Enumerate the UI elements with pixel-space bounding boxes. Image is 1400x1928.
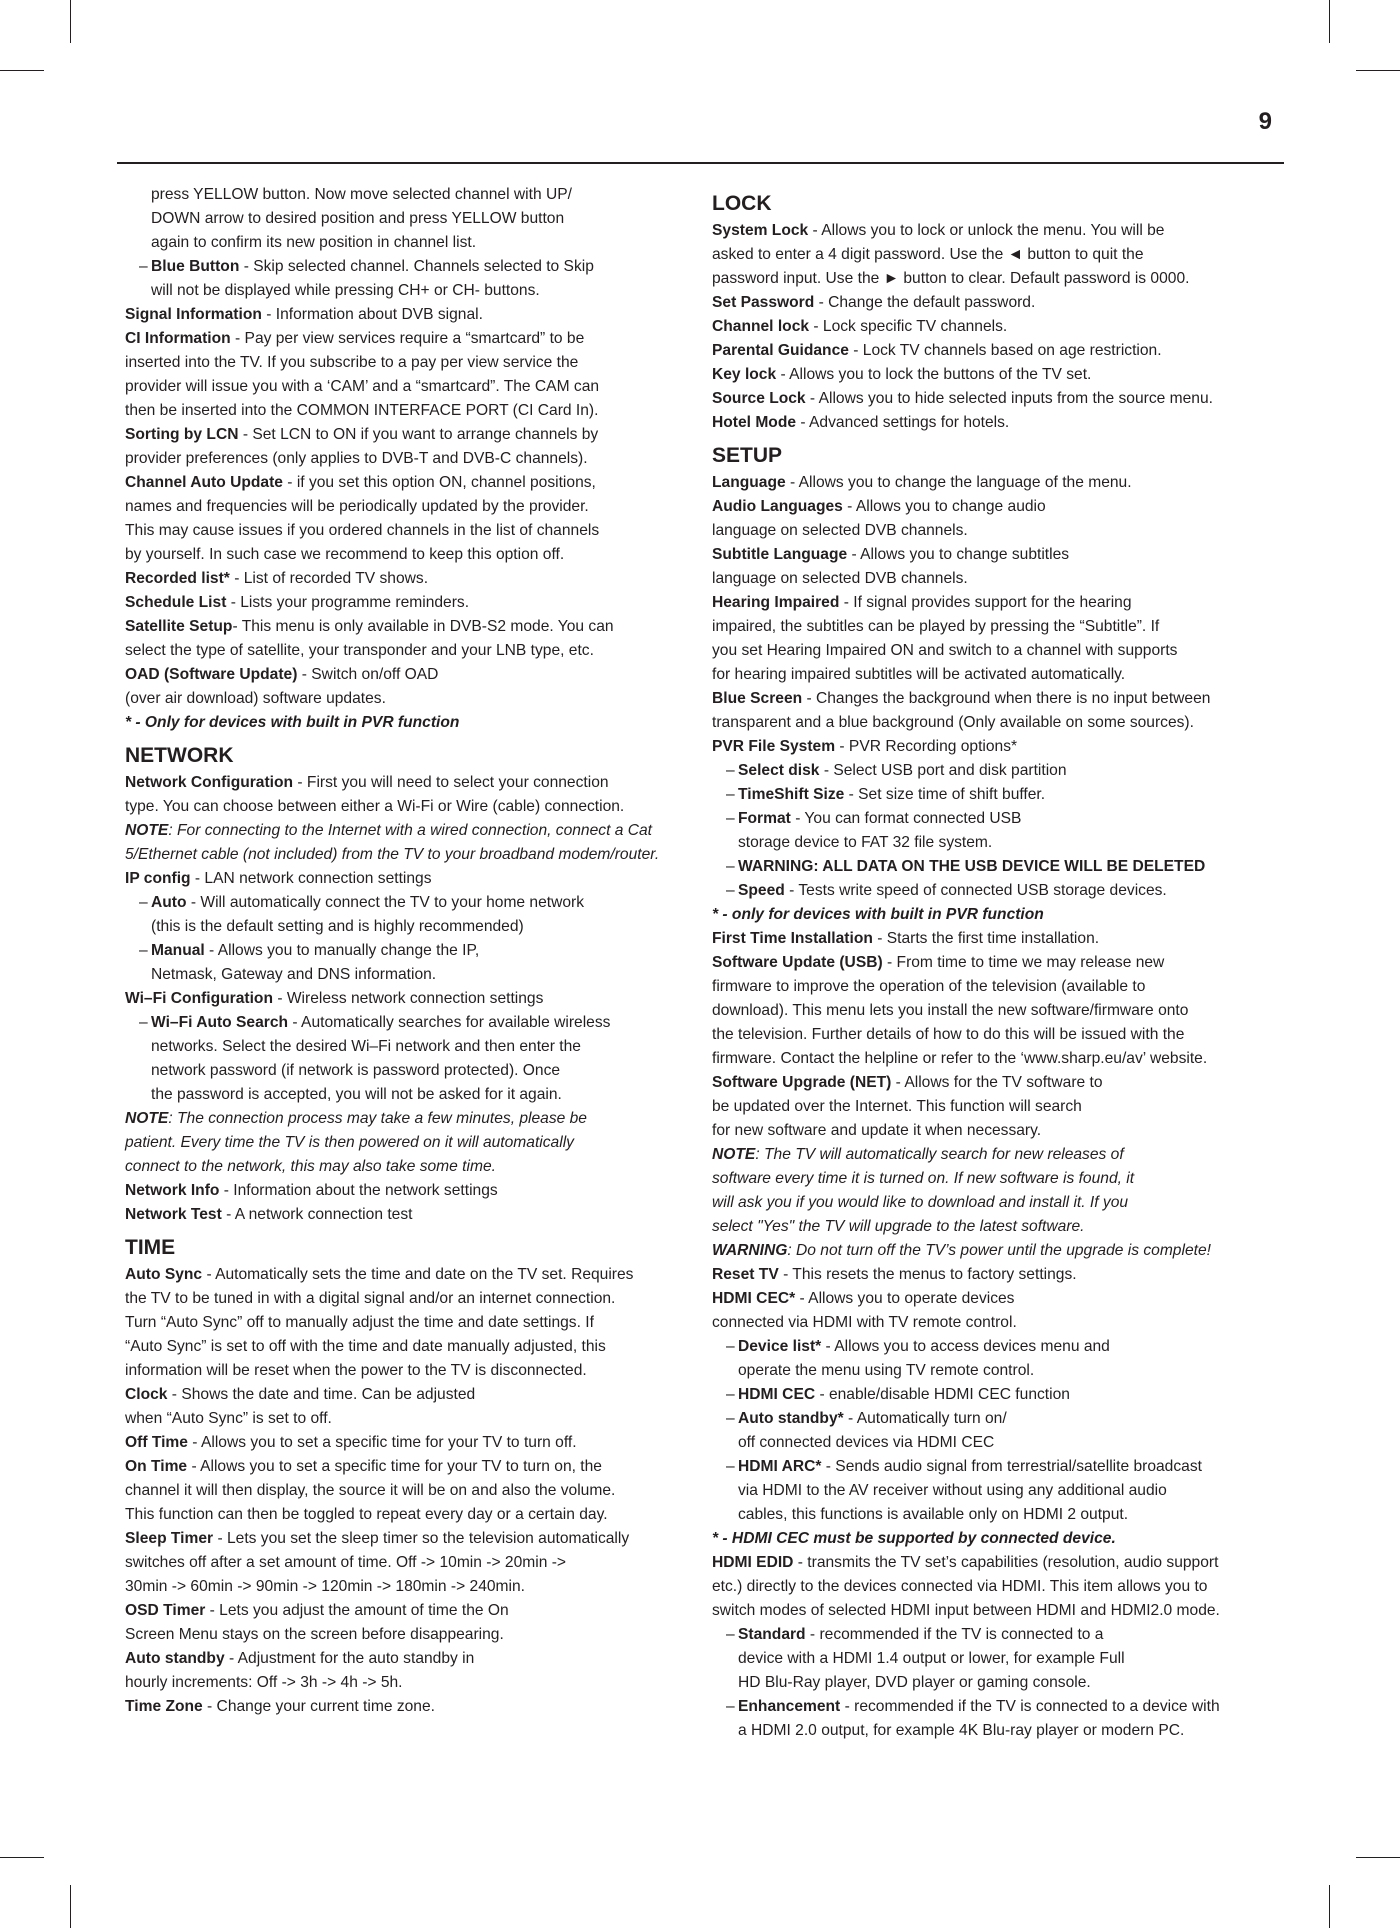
dash-bullet: – — [726, 882, 735, 899]
sub-entry — [712, 759, 1282, 783]
entry-term: Subtitle Language — [712, 546, 848, 563]
sub-entry-term: Speed — [738, 882, 785, 899]
sub-entry-term: Wi–Fi Auto Search — [151, 1014, 289, 1031]
entry-description: - Allows you to lock or unlock the menu. You will be — [808, 222, 1165, 239]
entry-term: Auto standby — [125, 1650, 225, 1667]
body-line: transparent and a blue background (Only available on some sources). — [712, 714, 1194, 731]
entry-description: - If signal provides support for the hearing — [839, 594, 1132, 611]
body-line: hourly increments: Off -> 3h -> 4h -> 5h. — [125, 1674, 403, 1691]
note-line: will ask you if you would like to download and install it. If you — [712, 1194, 1129, 1211]
body-line: language on selected DVB channels. — [712, 570, 968, 587]
sub-entry-description: - Select USB port and disk partition — [819, 762, 1067, 779]
crop-mark — [1356, 1857, 1400, 1858]
entry-description: - transmits the TV set’s capabilities (resolution, audio support — [793, 1554, 1219, 1571]
continuation-line: HD Blu-Ray player, DVD player or gaming console. — [738, 1674, 1091, 1691]
crop-mark — [0, 70, 44, 71]
footnote: * - only for devices with built in PVR function — [712, 906, 1044, 923]
menu-entry — [125, 1455, 695, 1479]
entry-term: Software Update (USB) — [712, 954, 883, 971]
sub-entry-description: - Skip selected channel. Channels selected to Skip — [239, 258, 594, 275]
menu-entry — [712, 687, 1282, 711]
sub-entry-description: - You can format connected USB — [790, 810, 1022, 827]
continuation-line: DOWN arrow to desired position and press YELLOW button — [151, 210, 565, 227]
crop-mark — [1329, 0, 1330, 43]
menu-entry — [712, 1071, 1282, 1095]
dash-bullet: – — [139, 1014, 148, 1031]
menu-entry — [125, 771, 695, 795]
entry-description: - Allows you to set a specific time for your TV to turn on, the — [187, 1458, 602, 1475]
sub-entry-description: - enable/disable HDMI CEC function — [815, 1386, 1070, 1403]
body-line: language on selected DVB channels. — [712, 522, 968, 539]
menu-entry — [125, 471, 695, 495]
sub-entry-term: Format — [738, 810, 791, 827]
body-line: provider preferences (only applies to DVB-T and DVB-C channels). — [125, 450, 588, 467]
entry-description: - Starts the first time installation. — [872, 930, 1100, 947]
menu-entry — [712, 927, 1282, 951]
menu-entry — [125, 1695, 695, 1719]
entry-term: Auto Sync — [125, 1266, 203, 1283]
entry-description: - Allows you to hide selected inputs from the source menu. — [805, 390, 1213, 407]
body-line: the television. Further details of how to do this will be issued with the — [712, 1026, 1185, 1043]
body-line: This function can then be toggled to repeat every day or a certain day. — [125, 1506, 608, 1523]
entry-term: Software Upgrade (NET) — [712, 1074, 892, 1091]
continuation-line: off connected devices via HDMI CEC — [738, 1434, 995, 1451]
entry-description: - if you set this option ON, channel positions, — [282, 474, 596, 491]
sub-entry — [712, 1623, 1282, 1647]
entry-description: - Information about the network settings — [219, 1182, 498, 1199]
sub-entry — [712, 879, 1282, 903]
entry-term: Network Info — [125, 1182, 220, 1199]
continuation-line: press YELLOW button. Now move selected channel with UP/ — [151, 186, 572, 203]
continuation-line: storage device to FAT 32 file system. — [738, 834, 993, 851]
body-line: type. You can choose between either a Wi-Fi or Wire (cable) connection. — [125, 798, 625, 815]
body-line: This may cause issues if you ordered channels in the list of channels — [125, 522, 600, 539]
sub-entry-description: - Allows you to manually change the IP, — [204, 942, 480, 959]
dash-bullet: – — [726, 1626, 735, 1643]
menu-entry — [125, 327, 695, 351]
note-line — [125, 819, 695, 843]
entry-term: Recorded list* — [125, 570, 230, 587]
section-heading: NETWORK — [125, 744, 234, 767]
sub-entry — [712, 1695, 1282, 1719]
entry-term: Signal Information — [125, 306, 262, 323]
entry-description: - Information about DVB signal. — [261, 306, 483, 323]
entry-description: - Change the default password. — [814, 294, 1036, 311]
body-line: select the type of satellite, your transponder and your LNB type, etc. — [125, 642, 594, 659]
sub-entry — [712, 855, 1282, 879]
continuation-line: cables, this functions is available only on HDMI 2 output. — [738, 1506, 1129, 1523]
menu-entry — [712, 543, 1282, 567]
body-line: when “Auto Sync” is set to off. — [125, 1410, 332, 1427]
body-line: the TV to be tuned in with a digital signal and/or an internet connection. — [125, 1290, 616, 1307]
entry-term: Sorting by LCN — [125, 426, 239, 443]
menu-entry — [125, 1431, 695, 1455]
menu-entry — [712, 411, 1282, 435]
crop-mark — [70, 1885, 71, 1928]
continuation-line: Netmask, Gateway and DNS information. — [151, 966, 437, 983]
entry-term: First Time Installation — [712, 930, 873, 947]
right-column — [712, 183, 1282, 1743]
menu-entry — [712, 219, 1282, 243]
sub-entry-term: Standard — [738, 1626, 806, 1643]
note-line: software every time it is turned on. If new software is found, it — [712, 1170, 1135, 1187]
entry-description: - Shows the date and time. Can be adjusted — [167, 1386, 476, 1403]
entry-description: - Pay per view services require a “smartcard” to be — [230, 330, 585, 347]
entry-description: - Changes the background when there is no input between — [802, 690, 1211, 707]
note-line — [712, 1143, 1282, 1167]
entry-term: OAD (Software Update) — [125, 666, 298, 683]
entry-description: - Lock specific TV channels. — [809, 318, 1008, 335]
entry-description: - PVR Recording options* — [835, 738, 1018, 755]
entry-term: System Lock — [712, 222, 809, 239]
menu-entry — [712, 951, 1282, 975]
menu-entry — [712, 1551, 1282, 1575]
note-text: : Do not turn off the TV’s power until the upgrade is complete! — [787, 1242, 1211, 1259]
menu-entry — [125, 1383, 695, 1407]
sub-entry-term: Enhancement — [738, 1698, 841, 1715]
entry-term: Audio Languages — [712, 498, 843, 515]
continuation-line: operate the menu using TV remote control. — [738, 1362, 1035, 1379]
body-line: by yourself. In such case we recommend to keep this option off. — [125, 546, 565, 563]
sub-entry-description: - recommended if the TV is connected to a — [805, 1626, 1104, 1643]
body-line: inserted into the TV. If you subscribe to a pay per view service the — [125, 354, 579, 371]
body-line: Turn “Auto Sync” off to manually adjust the time and date settings. If — [125, 1314, 594, 1331]
continuation-line: networks. Select the desired Wi–Fi network and then enter the — [151, 1038, 581, 1055]
body-line: (over air download) software updates. — [125, 690, 386, 707]
entry-description: - This menu is only available in DVB-S2 mode. You can — [232, 618, 614, 635]
left-column — [125, 183, 695, 1719]
dash-bullet: – — [726, 858, 735, 875]
entry-description: - Allows you to change the language of the menu. — [785, 474, 1132, 491]
menu-entry — [125, 591, 695, 615]
entry-description: - Lets you set the sleep timer so the television automatically — [213, 1530, 630, 1547]
entry-description: - Lets you adjust the amount of time the On — [205, 1602, 509, 1619]
entry-description: - Allows you to set a specific time for your TV to turn off. — [187, 1434, 577, 1451]
dash-bullet: – — [726, 1338, 735, 1355]
dash-bullet: – — [726, 762, 735, 779]
menu-entry — [712, 471, 1282, 495]
body-line: 30min -> 60min -> 90min -> 120min -> 180min -> 240min. — [125, 1578, 526, 1595]
body-line: password input. Use the ► button to clear. Default password is 0000. — [712, 270, 1190, 287]
entry-term: Parental Guidance — [712, 342, 849, 359]
note-text: : The TV will automatically search for new releases of — [755, 1146, 1124, 1163]
note-text: : For connecting to the Internet with a wired connection, connect a Cat — [168, 822, 653, 839]
sub-entry — [125, 891, 695, 915]
dash-bullet: – — [726, 810, 735, 827]
entry-term: Wi–Fi Configuration — [125, 990, 273, 1007]
sub-entry-description: - Set size time of shift buffer. — [844, 786, 1046, 803]
note-line — [125, 1107, 695, 1131]
footnote: * - Only for devices with built in PVR function — [125, 714, 460, 731]
entry-term: Blue Screen — [712, 690, 803, 707]
sub-entry-term: Device list* — [738, 1338, 822, 1355]
note-line: patient. Every time the TV is then powered on it will automatically — [125, 1134, 574, 1151]
entry-term: CI Information — [125, 330, 231, 347]
sub-entry-term: HDMI CEC — [738, 1386, 816, 1403]
sub-entry-description: - Tests write speed of connected USB storage devices. — [784, 882, 1167, 899]
dash-bullet: – — [726, 1698, 735, 1715]
entry-description: - Allows you to operate devices — [795, 1290, 1015, 1307]
sub-entry-description: - Automatically turn on/ — [843, 1410, 1007, 1427]
entry-description: - Set LCN to ON if you want to arrange channels by — [238, 426, 599, 443]
note-line: 5/Ethernet cable (not included) from the TV to your broadband modem/router. — [125, 846, 660, 863]
entry-description: - Switch on/off OAD — [297, 666, 439, 683]
entry-term: Reset TV — [712, 1266, 779, 1283]
menu-entry — [712, 291, 1282, 315]
menu-entry — [125, 1647, 695, 1671]
entry-description: - List of recorded TV shows. — [229, 570, 429, 587]
section-heading: LOCK — [712, 192, 772, 215]
entry-term: HDMI EDID — [712, 1554, 794, 1571]
entry-term: Clock — [125, 1386, 168, 1403]
continuation-line: again to confirm its new position in channel list. — [151, 234, 477, 251]
sub-entry — [712, 1407, 1282, 1431]
entry-description: - Wireless network connection settings — [272, 990, 544, 1007]
continuation-line: device with a HDMI 1.4 output or lower, for example Full — [738, 1650, 1125, 1667]
sub-entry — [712, 1335, 1282, 1359]
entry-term: Channel Auto Update — [125, 474, 283, 491]
menu-entry — [712, 1287, 1282, 1311]
entry-description: - Advanced settings for hotels. — [796, 414, 1010, 431]
entry-description: - This resets the menus to factory settings. — [778, 1266, 1077, 1283]
entry-term: OSD Timer — [125, 1602, 206, 1619]
dash-bullet: – — [726, 786, 735, 803]
body-line: channel it will then display, the source it will be on and also the volume. — [125, 1482, 616, 1499]
sub-entry-term: HDMI ARC* — [738, 1458, 822, 1475]
body-line: Screen Menu stays on the screen before disappearing. — [125, 1626, 504, 1643]
menu-entry — [125, 1203, 695, 1227]
entry-description: - Allows for the TV software to — [891, 1074, 1103, 1091]
entry-term: Off Time — [125, 1434, 188, 1451]
crop-mark — [1329, 1885, 1330, 1928]
body-line: for hearing impaired subtitles will be activated automatically. — [712, 666, 1126, 683]
section-heading: SETUP — [712, 444, 783, 467]
sub-entry-term: TimeShift Size — [738, 786, 845, 803]
menu-entry — [125, 663, 695, 687]
body-line: be updated over the Internet. This function will search — [712, 1098, 1082, 1115]
crop-mark — [1356, 70, 1400, 71]
menu-entry — [712, 735, 1282, 759]
menu-entry — [125, 303, 695, 327]
body-line: information will be reset when the power to the TV is disconnected. — [125, 1362, 587, 1379]
menu-entry — [712, 315, 1282, 339]
crop-mark — [70, 0, 71, 43]
entry-term: Time Zone — [125, 1698, 203, 1715]
sub-entry-term: Blue Button — [151, 258, 240, 275]
note-line: connect to the network, this may also take some time. — [125, 1158, 496, 1175]
sub-entry-term: Auto — [151, 894, 187, 911]
menu-entry — [125, 1179, 695, 1203]
body-line: impaired, the subtitles can be played by pressing the “Subtitle”. If — [712, 618, 1160, 635]
menu-entry — [125, 867, 695, 891]
body-line: etc.) directly to the devices connected via HDMI. This item allows you to — [712, 1578, 1208, 1595]
page-number: 9 — [1258, 108, 1272, 135]
body-line: for new software and update it when necessary. — [712, 1122, 1042, 1139]
body-line: names and frequencies will be periodically updated by the provider. — [125, 498, 589, 515]
menu-entry — [712, 1263, 1282, 1287]
body-line: asked to enter a 4 digit password. Use the ◄ button to quit the — [712, 246, 1144, 263]
sub-entry — [125, 939, 695, 963]
entry-description: - Allows you to change audio — [842, 498, 1046, 515]
entry-term: Sleep Timer — [125, 1530, 214, 1547]
entry-description: - Change your current time zone. — [202, 1698, 435, 1715]
body-line: firmware to improve the operation of the television (available to — [712, 978, 1146, 995]
sub-entry — [712, 783, 1282, 807]
menu-entry — [125, 1599, 695, 1623]
entry-term: Schedule List — [125, 594, 227, 611]
entry-term: HDMI CEC* — [712, 1290, 796, 1307]
entry-description: - Lists your programme reminders. — [226, 594, 470, 611]
entry-term: Network Configuration — [125, 774, 294, 791]
sub-entry-term: Select disk — [738, 762, 820, 779]
dash-bullet: – — [139, 942, 148, 959]
dash-bullet: – — [726, 1458, 735, 1475]
continuation-line: a HDMI 2.0 output, for example 4K Blu-ray player or modern PC. — [738, 1722, 1185, 1739]
body-line: switches off after a set amount of time. Off -> 10min -> 20min -> — [125, 1554, 567, 1571]
body-line: then be inserted into the COMMON INTERFACE PORT (CI Card In). — [125, 402, 599, 419]
menu-entry — [125, 1263, 695, 1287]
note-line — [712, 1239, 1282, 1263]
crop-mark — [0, 1857, 44, 1858]
menu-entry — [712, 363, 1282, 387]
dash-bullet: – — [726, 1386, 735, 1403]
sub-entry-term: Manual — [151, 942, 205, 959]
body-line: download). This menu lets you install the new software/firmware onto — [712, 1002, 1189, 1019]
note-text: : The connection process may take a few minutes, please be — [168, 1110, 587, 1127]
note-label: NOTE — [125, 822, 169, 839]
entry-description: - Lock TV channels based on age restriction. — [848, 342, 1162, 359]
sub-entry — [125, 1011, 695, 1035]
note-label: NOTE — [712, 1146, 756, 1163]
menu-entry — [712, 339, 1282, 363]
entry-term: Satellite Setup — [125, 618, 233, 635]
menu-entry — [125, 567, 695, 591]
body-line: provider will issue you with a ‘CAM’ and a “smartcard”. The CAM can — [125, 378, 600, 395]
menu-entry — [712, 495, 1282, 519]
body-line: firmware. Contact the helpline or refer to the ‘www.sharp.eu/av’ website. — [712, 1050, 1208, 1067]
continuation-line: (this is the default setting and is highly recommended) — [151, 918, 524, 935]
entry-term: IP config — [125, 870, 191, 887]
entry-term: Source Lock — [712, 390, 806, 407]
sub-entry — [125, 255, 695, 279]
entry-term: Network Test — [125, 1206, 222, 1223]
dash-bullet: – — [139, 258, 148, 275]
entry-description: - Allows you to lock the buttons of the TV set. — [776, 366, 1092, 383]
menu-entry — [125, 987, 695, 1011]
continuation-line: the password is accepted, you will not be asked for it again. — [151, 1086, 562, 1103]
sub-entry-description: - recommended if the TV is connected to a device with — [840, 1698, 1220, 1715]
body-line: “Auto Sync” is set to off with the time and date manually adjusted, this — [125, 1338, 606, 1355]
entry-term: Hotel Mode — [712, 414, 797, 431]
menu-entry — [712, 387, 1282, 411]
entry-term: Key lock — [712, 366, 777, 383]
footnote: * - HDMI CEC must be supported by connected device. — [712, 1530, 1116, 1547]
continuation-line: via HDMI to the AV receiver without using any additional audio — [738, 1482, 1167, 1499]
sub-entry-term: Auto standby* — [738, 1410, 844, 1427]
dash-bullet: – — [139, 894, 148, 911]
menu-entry — [125, 423, 695, 447]
entry-term: Set Password — [712, 294, 815, 311]
sub-entry — [712, 1455, 1282, 1479]
entry-description: - A network connection test — [221, 1206, 413, 1223]
note-label: WARNING — [712, 1242, 788, 1259]
entry-term: Hearing Impaired — [712, 594, 840, 611]
entry-description: - Adjustment for the auto standby in — [224, 1650, 475, 1667]
note-line: select "Yes" the TV will upgrade to the latest software. — [712, 1218, 1085, 1235]
sub-entry-description: - Allows you to access devices menu and — [821, 1338, 1110, 1355]
sub-entry-term: WARNING: ALL DATA ON THE USB DEVICE WILL BE DELETED — [738, 858, 1206, 875]
body-line: connected via HDMI with TV remote control. — [712, 1314, 1017, 1331]
entry-term: Channel lock — [712, 318, 810, 335]
entry-term: PVR File System — [712, 738, 836, 755]
header-rule — [117, 162, 1284, 164]
section-heading: TIME — [125, 1236, 176, 1259]
continuation-line: network password (if network is password protected). Once — [151, 1062, 561, 1079]
note-label: NOTE — [125, 1110, 169, 1127]
menu-entry — [712, 591, 1282, 615]
entry-description: - First you will need to select your connection — [293, 774, 609, 791]
menu-entry — [125, 1527, 695, 1551]
menu-entry — [125, 615, 695, 639]
body-line: you set Hearing Impaired ON and switch to a channel with supports — [712, 642, 1178, 659]
entry-description: - From time to time we may release new — [882, 954, 1165, 971]
sub-entry-description: - Automatically searches for available wireless — [288, 1014, 611, 1031]
entry-description: - Automatically sets the time and date on the TV set. Requires — [202, 1266, 634, 1283]
dash-bullet: – — [726, 1410, 735, 1427]
sub-entry-description: - Sends audio signal from terrestrial/satellite broadcast — [821, 1458, 1202, 1475]
sub-entry — [712, 807, 1282, 831]
continuation-line: will not be displayed while pressing CH+ or CH- buttons. — [151, 282, 540, 299]
sub-entry-description: - Will automatically connect the TV to your home network — [186, 894, 585, 911]
entry-description: - Allows you to change subtitles — [847, 546, 1070, 563]
body-line: switch modes of selected HDMI input between HDMI and HDMI2.0 mode. — [712, 1602, 1220, 1619]
sub-entry — [712, 1383, 1282, 1407]
entry-term: On Time — [125, 1458, 188, 1475]
entry-term: Language — [712, 474, 786, 491]
entry-description: - LAN network connection settings — [190, 870, 432, 887]
